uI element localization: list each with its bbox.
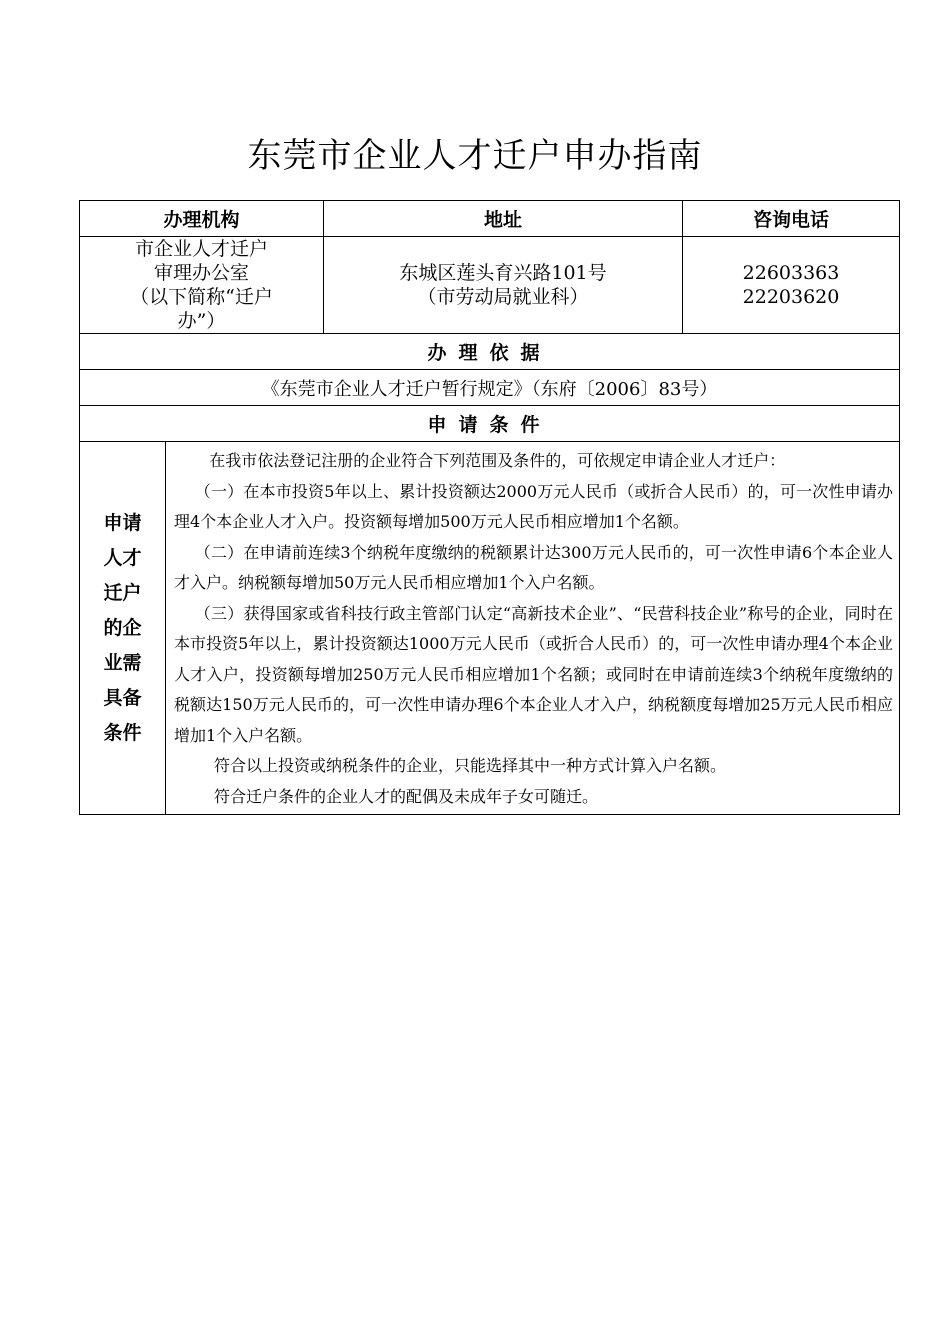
conditions-heading: 申请条件 [80,406,900,442]
condition-note-1: 符合以上投资或纳税条件的企业，只能选择其中一种方式计算入户名额。 [214,756,727,775]
agency-cell [80,237,324,334]
agency-line: （以下简称“迁户 [130,286,273,308]
agency-line: 审理办公室 [154,262,250,284]
basis-heading: 办理依据 [80,334,900,370]
condition-item-3: （三）获得国家或省科技行政主管部门认定“高新技术企业”、“民营科技企业”称号的企业，同时在本市投资5年以上，累计投资额达1000万元人民币（或折合人民币）的，可一次性申请办理4个本企业人才入户，投资额每增加250万元人民币相应增加1个名额；或同时在申请前连续3个纳税年度缴纳的税额达150万元人民币的，可一次性申请办理6个本企业人才入户，纳税额度每增加25万元人民币相应增加1个入户名额。 [174,603,894,745]
side-label-line: 具备 [103,686,142,709]
side-label-line: 的企 [103,616,142,639]
guide-table [79,200,900,815]
basis-heading-row [80,334,900,370]
agency-header: 办理机构 [80,201,324,237]
conditions-content [166,442,900,815]
page-title: 东莞市企业人才迁户申办指南 [247,136,703,176]
phone-number: 22203620 [742,286,840,308]
conditions-heading-row [80,406,900,442]
conditions-intro: 在我市依法登记注册的企业符合下列范围及条件的，可依规定申请企业人才迁户： [209,451,786,470]
address-line: 东城区莲头育兴路101号 [399,262,607,284]
side-label-line: 迁户 [103,581,142,604]
phone-cell [683,237,900,334]
conditions-side-label [80,442,166,815]
agency-line: 市企业人才迁户 [135,238,269,260]
side-label-line: 人才 [103,546,142,569]
condition-item-1: （一）在本市投资5年以上、累计投资额达2000万元人民币（或折合人民币）的，可一次性申请办理4个本企业人才入户。投资额每增加500万元人民币相应增加1个名额。 [174,481,894,531]
basis-text: 《东莞市企业人才迁户暂行规定》（东府〔2006〕83号） [80,370,900,406]
info-row [80,237,900,334]
address-cell [324,237,683,334]
address-header: 地址 [324,201,683,237]
phone-header: 咨询电话 [683,201,900,237]
condition-item-2: （二）在申请前连续3个纳税年度缴纳的税额累计达300万元人民币的，可一次性申请6个本企业人才入户。纳税额每增加50万元人民币相应增加1个入户名额。 [174,542,894,592]
basis-row [80,370,900,406]
side-label-line: 业需 [103,651,142,674]
phone-number: 22603363 [742,262,840,284]
address-line: （市劳动局就业科） [417,286,589,308]
side-label-line: 条件 [103,721,142,744]
header-row [80,201,900,237]
agency-line: 办”） [177,310,226,332]
condition-note-2: 符合迁户条件的企业人才的配偶及未成年子女可随迁。 [214,786,599,806]
conditions-row [80,442,900,815]
side-label-line: 申请 [103,511,142,534]
